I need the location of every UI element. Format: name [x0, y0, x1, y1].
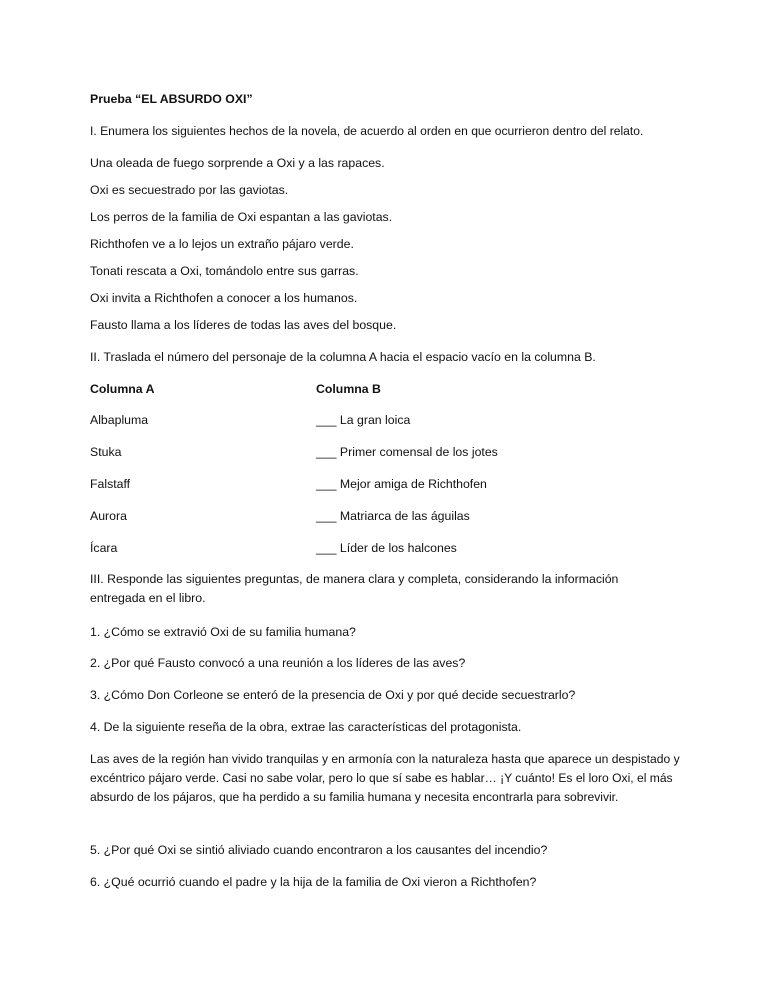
page-title: Prueba “EL ABSURDO OXI”: [90, 92, 253, 106]
event-item: Tonati rescata a Oxi, tomándolo entre sus garras.: [90, 264, 359, 278]
column-a-item: Falstaff: [90, 477, 131, 491]
question-2: 2. ¿Por qué Fausto convocó a una reunión a los líderes de las aves?: [90, 656, 466, 670]
column-b-item: ___ Mejor amiga de Richthofen: [316, 477, 487, 491]
question-6: 6. ¿Qué ocurrió cuando el padre y la hija de la familia de Oxi vieron a Richthofen?: [90, 875, 537, 889]
column-b-header: Columna B: [316, 382, 381, 396]
event-item: Una oleada de fuego sorprende a Oxi y a las rapaces.: [90, 156, 385, 170]
review-paragraph: Las aves de la región han vivido tranquilas y en armonía con la naturaleza hasta que aparece un despistado y excéntrico pájaro verde. Casi no sabe volar, pero lo que sí sabe es hablar… ¡Y cuánto! Es el loro Oxi, el más absurdo de los pájaros, que ha perdido a su familia humana y necesita encontrarla para sobrevivir.: [90, 752, 680, 804]
column-b-item: ___ Líder de los halcones: [316, 541, 457, 555]
column-b-item: ___ Matriarca de las águilas: [316, 509, 470, 523]
column-a-item: Stuka: [90, 445, 122, 459]
section1-heading: I. Enumera los siguientes hechos de la novela, de acuerdo al orden en que ocurrieron dentro del relato.: [90, 124, 644, 138]
question-1: 1. ¿Cómo se extravió Oxi de su familia humana?: [90, 625, 356, 639]
question-3: 3. ¿Cómo Don Corleone se enteró de la presencia de Oxi y por qué decide secuestrarlo?: [90, 688, 576, 702]
event-item: Los perros de la familia de Oxi espantan a las gaviotas.: [90, 210, 393, 224]
event-item: Richthofen ve a lo lejos un extraño pájaro verde.: [90, 237, 354, 251]
column-a-item: Albapluma: [90, 413, 149, 427]
question-5: 5. ¿Por qué Oxi se sintió aliviado cuando encontraron a los causantes del incendio?: [90, 843, 548, 857]
event-item: Oxi invita a Richthofen a conocer a los humanos.: [90, 291, 358, 305]
question-4: 4. De la siguiente reseña de la obra, extrae las características del protagonista.: [90, 720, 522, 734]
column-a-item: Aurora: [90, 509, 127, 523]
event-item: Oxi es secuestrado por las gaviotas.: [90, 183, 289, 197]
section3-heading: III. Responde las siguientes preguntas, de manera clara y completa, considerando la información entregada en el libro.: [90, 572, 619, 605]
event-item: Fausto llama a los líderes de todas las aves del bosque.: [90, 318, 397, 332]
section2-heading: II. Traslada el número del personaje de la columna A hacia el espacio vacío en la columna B.: [90, 350, 596, 364]
column-a-header: Columna A: [90, 382, 155, 396]
column-a-item: Ícara: [90, 541, 118, 555]
column-b-item: ___ Primer comensal de los jotes: [316, 445, 498, 459]
column-b-item: ___ La gran loica: [316, 413, 411, 427]
